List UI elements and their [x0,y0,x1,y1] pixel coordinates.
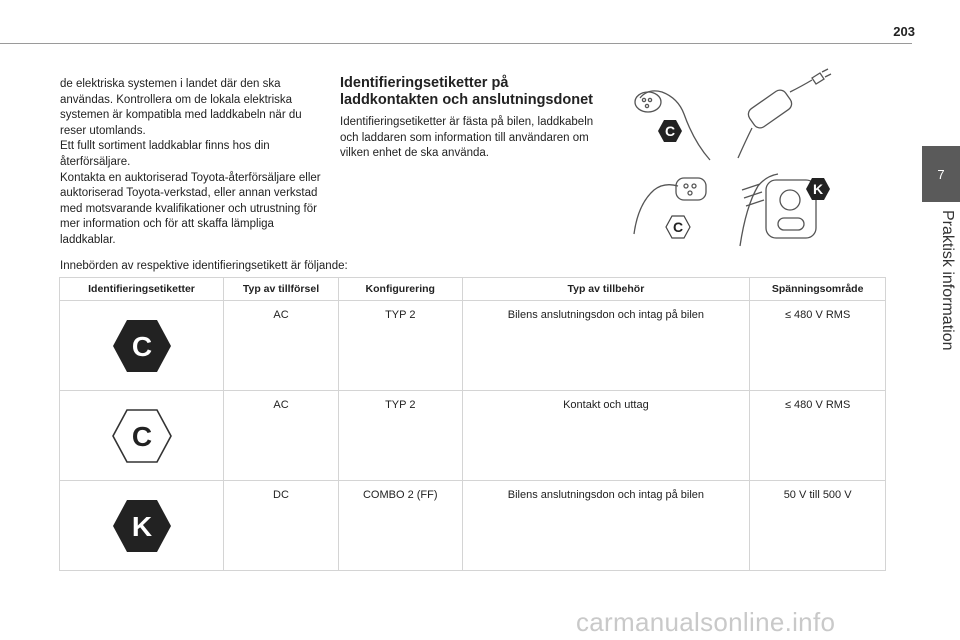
voltage-cell: ≤ 480 V RMS [750,301,886,391]
section-heading: Identifieringsetiketter på laddkontakten och anslutningsdonet [340,75,593,108]
label-cell [60,481,224,571]
left-column [60,77,322,249]
column-header: Spänningsområde [750,278,886,301]
label-cell [60,301,224,391]
label-letter: C [131,420,152,452]
column-header: Identifieringsetiketter [60,278,224,301]
label-letter: K [131,510,152,542]
column-header: Konfigurering [339,278,463,301]
accessory-cell: Kontakt och uttag [462,391,750,481]
connector-head-icon [676,178,706,200]
column-header: Typ av tillbehör [462,278,750,301]
figure-label-text: C [664,123,676,139]
figure-label-c-outline [666,216,690,238]
paragraph: Ett fullt sortiment laddkablar finns hos din återförsäljare. [60,140,270,168]
hexagon-c-filled-icon [111,318,173,374]
identification-label-table [59,277,886,571]
paragraph: Kontakta en auktoriserad Toyota-återförsäljare eller auktoriserad Toyota-verkstad, eller annan verkstad med motsvarande kvalifikationer och utrustning för mer information och för att skaffa lämpliga laddkablar. [60,171,321,246]
table-row [60,391,886,481]
header-rule [0,43,912,44]
config-cell: TYP 2 [339,391,463,481]
config-cell: COMBO 2 (FF) [339,481,463,571]
paragraph: de elektriska systemen i landet där den ska användas. Kontrollera om de lokala elektriska systemen är kompatibla med laddkabeln när du reser utomlands. [60,78,302,137]
label-cell [60,391,224,481]
column-header: Typ av tillförsel [224,278,339,301]
chapter-tab[interactable] [922,146,960,202]
plug-icon [812,73,824,84]
table-row [60,301,886,391]
figure-label-text: C [672,219,684,235]
supply-cell: DC [224,481,339,571]
supply-cell: AC [224,301,339,391]
charger-box-icon [746,87,795,130]
supply-cell: AC [224,391,339,481]
section-body: Identifieringsetiketter är fästa på bilen, laddkabeln och laddaren som information till användaren om vilken enhet de ska använda. [340,116,594,159]
connector-illustration [620,62,838,258]
config-cell: TYP 2 [339,301,463,391]
figure-label-text: K [812,181,824,197]
table-intro: Innebörden av respektive identifieringsetikett är följande: [60,260,348,272]
voltage-cell: ≤ 480 V RMS [750,391,886,481]
figure-label-c-filled [658,120,682,142]
connector-illustration-svg [620,62,838,258]
chapter-number: 7 [937,166,945,182]
table-row [60,481,886,571]
connector-head-icon [635,92,661,112]
watermark: carmanualsonline.info [576,607,836,637]
accessory-cell: Bilens anslutningsdon och intag på bilen [462,481,750,571]
table-header-row [60,278,886,301]
voltage-cell: 50 V till 500 V [750,481,886,571]
label-letter: C [131,330,152,362]
accessory-cell: Bilens anslutningsdon och intag på bilen [462,301,750,391]
page-number: 203 [893,24,915,39]
chapter-title: Praktisk information [939,210,956,351]
hexagon-k-filled-icon [111,498,173,554]
hexagon-c-outline-icon [111,408,173,464]
